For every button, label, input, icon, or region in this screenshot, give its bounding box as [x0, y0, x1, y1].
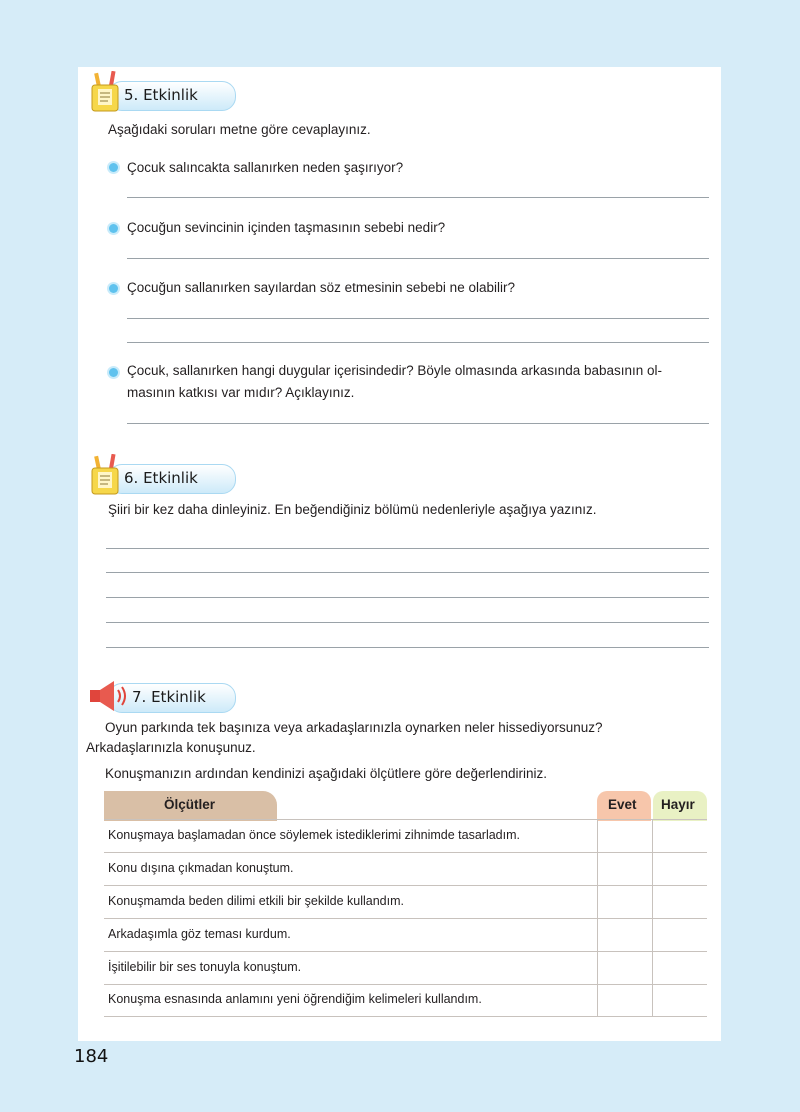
answer-line[interactable] — [127, 342, 709, 343]
activity6-title: 6. Etkinlik — [124, 469, 198, 487]
question-3: Çocuğun sallanırken sayılardan söz etmesinin sebebi ne olabilir? — [127, 280, 515, 295]
answer-line[interactable] — [127, 423, 709, 424]
bullet-icon — [109, 368, 118, 377]
answer-line[interactable] — [127, 197, 709, 198]
yes-header — [597, 791, 651, 821]
activity5-title: 5. Etkinlik — [124, 86, 198, 104]
table-row — [104, 820, 707, 853]
answer-line[interactable] — [106, 647, 709, 648]
criterion-text: Konuşma esnasında anlamını yeni öğrendiğim kelimeleri kullandım. — [108, 992, 482, 1006]
worksheet-page — [78, 67, 721, 1041]
no-header — [653, 791, 707, 821]
activity7-intro-line1: Oyun parkında tek başınıza veya arkadaşlarınızla oynarken neler hissediyorsunuz? — [105, 720, 603, 735]
criteria-header — [104, 791, 277, 821]
pencil-cup-icon — [88, 454, 124, 496]
criterion-text: Konuşmaya başlamadan önce söylemek istediklerimi zihnimde tasarladım. — [108, 828, 520, 842]
table-row — [104, 984, 707, 1017]
criterion-text: Konu dışına çıkmadan konuştum. — [108, 861, 294, 875]
answer-line[interactable] — [106, 572, 709, 573]
activity6-instruction: Şiiri bir kez daha dinleyiniz. En beğendiğiniz bölümü nedenleriyle aşağıya yazınız. — [108, 502, 597, 517]
bullet-icon — [109, 163, 118, 172]
activity7-intro-line2: Arkadaşlarınızla konuşunuz. — [86, 740, 256, 755]
activity6-banner — [88, 460, 238, 494]
bullet-icon — [109, 224, 118, 233]
answer-line[interactable] — [106, 622, 709, 623]
question-1: Çocuk salıncakta sallanırken neden şaşırıyor? — [127, 160, 404, 175]
table-row — [104, 952, 707, 985]
question-4-line2: masının katkısı var mıdır? Açıklayınız. — [127, 385, 355, 400]
no-header-label: Hayır — [661, 797, 695, 812]
yes-column-divider — [597, 819, 598, 1017]
answer-line[interactable] — [127, 318, 709, 319]
activity7-instruction: Konuşmanızın ardından kendinizi aşağıdaki ölçütlere göre değerlendiriniz. — [105, 766, 548, 781]
activity5-banner — [88, 77, 238, 111]
bullet-icon — [109, 284, 118, 293]
activity7-title: 7. Etkinlik — [132, 688, 206, 706]
question-4-line1: Çocuk, sallanırken hangi duygular içerisindedir? Böyle olmasında arkasında babasının ol- — [127, 363, 663, 378]
criterion-text: Konuşmamda beden dilimi etkili bir şekilde kullandım. — [108, 894, 404, 908]
speaker-icon — [88, 679, 132, 713]
answer-line[interactable] — [106, 597, 709, 598]
table-row — [104, 853, 707, 886]
question-2: Çocuğun sevincinin içinden taşmasının sebebi nedir? — [127, 220, 446, 235]
answer-line[interactable] — [127, 258, 709, 259]
activity5-instruction: Aşağıdaki soruları metne göre cevaplayınız. — [108, 122, 371, 137]
criterion-text: İşitilebilir bir ses tonuyla konuştum. — [108, 960, 302, 974]
table-row — [104, 886, 707, 919]
pencil-cup-icon — [88, 71, 124, 113]
criterion-text: Arkadaşımla göz teması kurdum. — [108, 927, 291, 941]
no-column-divider — [652, 819, 653, 1017]
answer-line[interactable] — [106, 548, 709, 549]
criteria-header-label: Ölçütler — [164, 797, 216, 812]
page-number: 184 — [74, 1046, 109, 1067]
activity7-banner — [88, 679, 238, 713]
yes-header-label: Evet — [608, 797, 637, 812]
table-row — [104, 919, 707, 952]
